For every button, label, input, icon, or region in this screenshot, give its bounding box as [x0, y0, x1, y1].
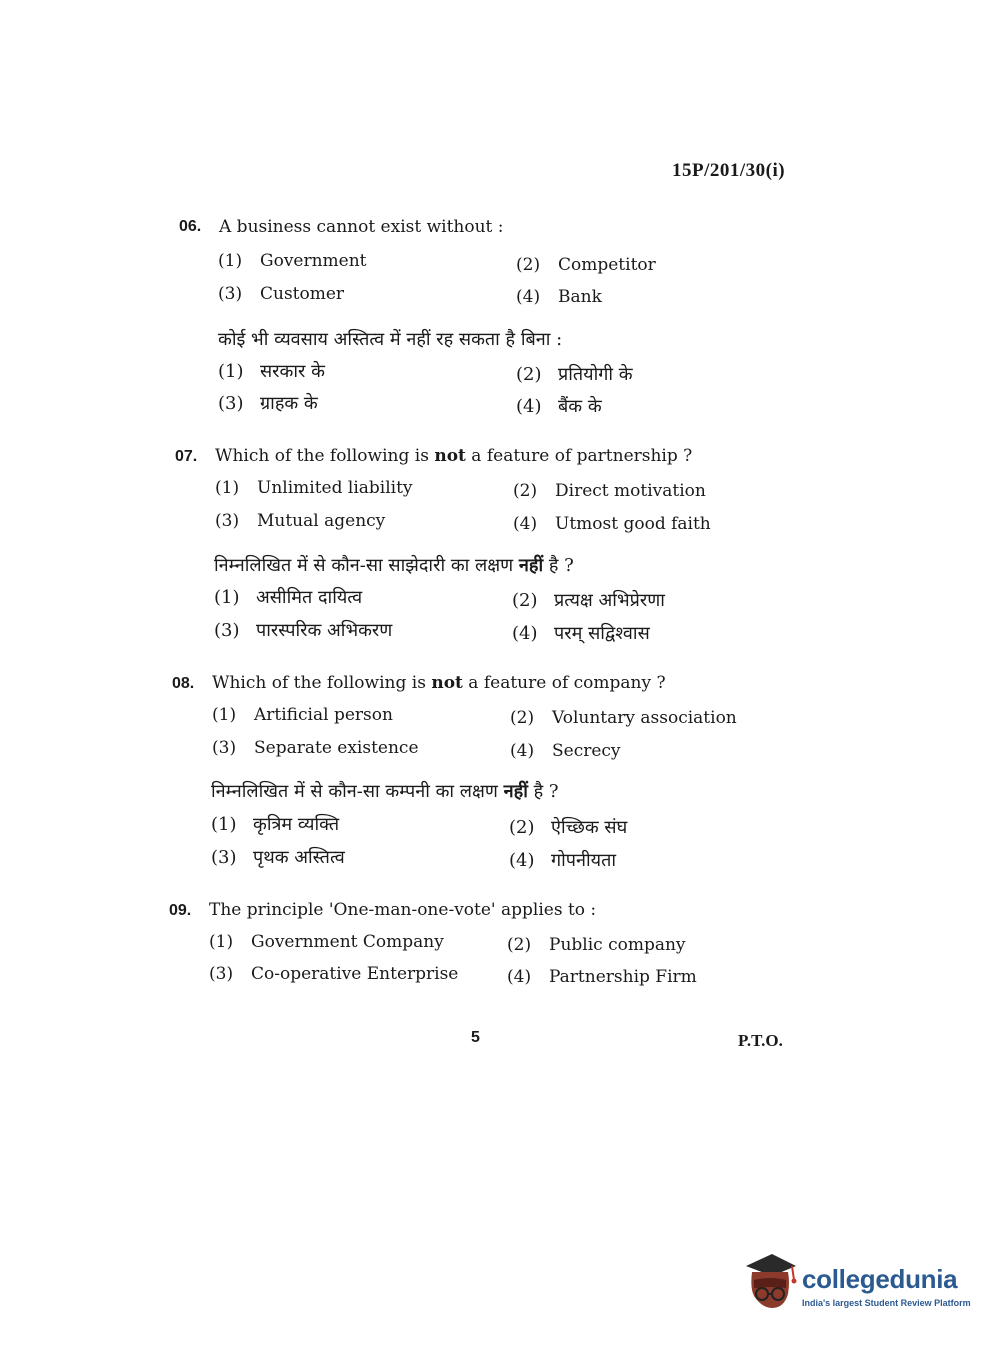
hindi-option-3: (3) पारस्परिक अभिकरण [214, 620, 393, 641]
option-2: (2) Competitor [516, 255, 656, 275]
mascot-icon [742, 1250, 800, 1316]
option-1: (1) Government Company [209, 932, 444, 952]
option-3: (3) Mutual agency [215, 511, 386, 531]
option-2: (2) Voluntary association [510, 708, 737, 728]
question-08: 08. Which of the following is not a feature of company ? [172, 673, 666, 693]
option-2: (2) Direct motivation [513, 481, 706, 501]
question-07: 07. Which of the following is not a feature of partnership ? [175, 446, 693, 466]
option-1: (1) Government [218, 251, 367, 271]
option-4: (4) Partnership Firm [507, 967, 697, 987]
hindi-option-4: (4) बैंक के [516, 396, 602, 417]
hindi-option-1: (1) कृत्रिम व्यक्ति [211, 814, 340, 835]
question-number: 07. [175, 448, 198, 465]
hindi-question-text: निम्नलिखित में से कौन-सा साझेदारी का लक्षण नहीं है ? [214, 555, 574, 576]
question-number: 06. [179, 218, 202, 235]
option-4: (4) Utmost good faith [513, 514, 711, 534]
option-3: (3) Customer [218, 284, 345, 304]
hindi-question-text: कोई भी व्यवसाय अस्तित्व में नहीं रह सकता है बिना : [218, 329, 563, 350]
option-2: (2) Public company [507, 935, 686, 955]
option-4: (4) Secrecy [510, 741, 621, 761]
hindi-question-text: निम्नलिखित में से कौन-सा कम्पनी का लक्षण नहीं है ? [211, 781, 559, 802]
pto-label: P.T.O. [738, 1031, 783, 1050]
hindi-option-2: (2) ऐच्छिक संघ [509, 817, 628, 838]
hindi-option-3: (3) पृथक अस्तित्व [211, 847, 345, 868]
hindi-option-2: (2) प्रतियोगी के [516, 364, 633, 385]
collegedunia-logo [742, 1250, 972, 1320]
option-1: (1) Artificial person [212, 705, 393, 725]
logo-name: collegedunia [802, 1264, 958, 1294]
page-number: 5 [471, 1029, 480, 1046]
question-number: 09. [169, 902, 192, 919]
hindi-option-3: (3) ग्राहक के [218, 393, 318, 414]
question-number: 08. [172, 675, 195, 692]
paper-code: 15P/201/30(i) [672, 160, 786, 181]
option-3: (3) Separate existence [212, 738, 419, 758]
question-text: A business cannot exist without : [219, 217, 504, 237]
hindi-option-4: (4) गोपनीयता [509, 850, 617, 871]
hindi-option-2: (2) प्रत्यक्ष अभिप्रेरणा [512, 590, 665, 611]
logo-tagline: India's largest Student Review Platform [802, 1298, 971, 1308]
hindi-option-1: (1) असीमित दायित्व [214, 587, 363, 608]
hindi-option-1: (1) सरकार के [218, 361, 325, 382]
question-09: 09. The principle 'One-man-one-vote' applies to : [169, 900, 597, 920]
question-06 [179, 219, 779, 419]
option-4: (4) Bank [516, 287, 602, 307]
option-1: (1) Unlimited liability [215, 478, 413, 498]
option-3: (3) Co-operative Enterprise [209, 964, 459, 984]
hindi-option-4: (4) परम् सद्विश्वास [512, 623, 650, 644]
